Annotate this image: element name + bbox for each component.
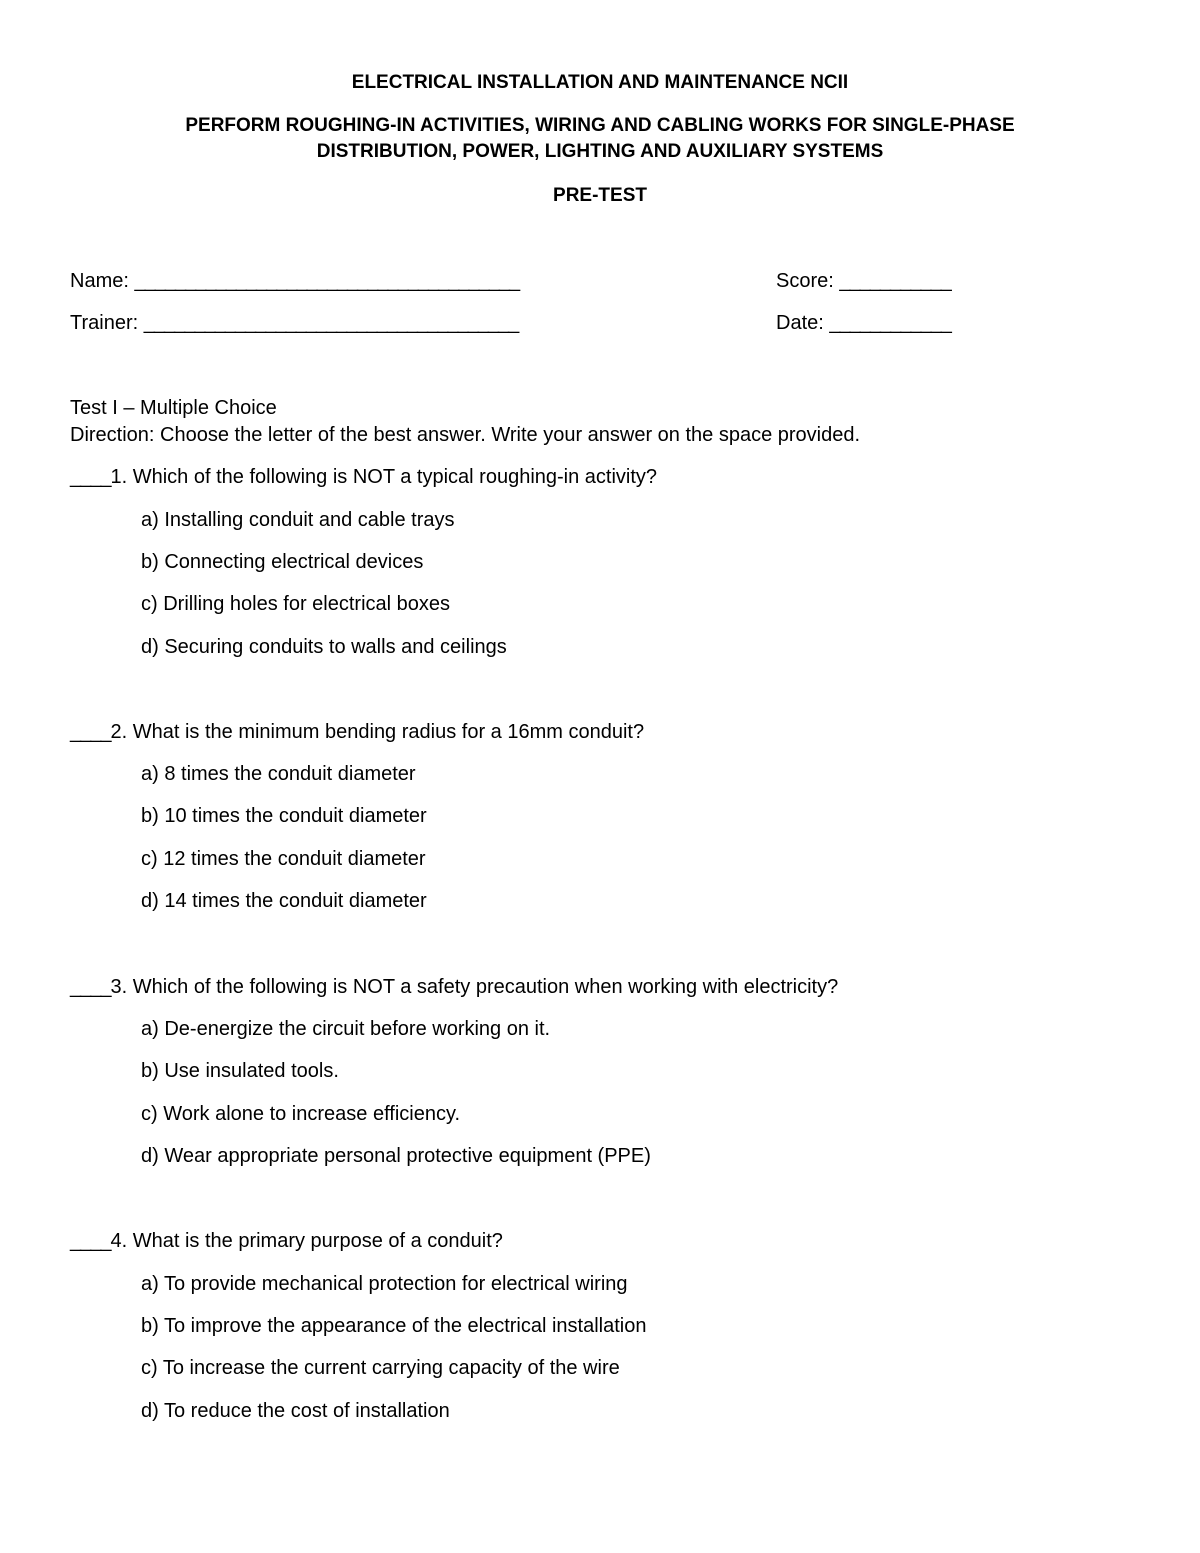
name-label: Name: [70, 270, 129, 292]
q4-choice-a: a) To provide mechanical protection for electrical wiring [141, 1273, 628, 1295]
q1-choice-d: d) Securing conduits to walls and ceilings [141, 636, 507, 658]
question-3-text: 3. Which of the following is NOT a safety precaution when working with electricity? [110, 976, 839, 998]
trainer-label: Trainer: [70, 312, 139, 334]
unit-title-line1: PERFORM ROUGHING-IN ACTIVITIES, WIRING AND CABLING WORKS FOR SINGLE-PHASE [185, 115, 1015, 136]
unit-title-line2: DISTRIBUTION, POWER, LIGHTING AND AUXILIARY SYSTEMS [316, 141, 884, 162]
score-blank[interactable]: ___________ [839, 270, 951, 292]
q2-choice-b: b) 10 times the conduit diameter [141, 805, 427, 827]
date-blank[interactable]: ____________ [829, 312, 951, 334]
test-type-title: PRE-TEST [553, 185, 647, 206]
question-2 [70, 719, 644, 745]
course-title: ELECTRICAL INSTALLATION AND MAINTENANCE NCII [351, 72, 849, 93]
score-label: Score: [776, 270, 834, 292]
answer-blank-2[interactable]: ____ [70, 721, 111, 743]
question-1-text: 1. Which of the following is NOT a typical roughing-in activity? [110, 466, 658, 488]
q2-choice-c: c) 12 times the conduit diameter [141, 848, 426, 870]
name-field[interactable] [70, 268, 519, 294]
q2-choice-a: a) 8 times the conduit diameter [141, 763, 416, 785]
trainer-field[interactable] [70, 310, 518, 336]
question-3 [70, 974, 838, 1000]
date-label: Date: [776, 312, 824, 334]
test-direction: Direction: Choose the letter of the best answer. Write your answer on the space provided. [70, 424, 861, 446]
score-field[interactable] [776, 268, 951, 294]
q3-choice-c: c) Work alone to increase efficiency. [141, 1103, 461, 1125]
answer-blank-4[interactable]: ____ [70, 1230, 111, 1252]
test-title: Test I – Multiple Choice [70, 397, 277, 419]
q1-choice-b: b) Connecting electrical devices [141, 551, 424, 573]
date-field[interactable] [776, 310, 951, 336]
q4-choice-d: d) To reduce the cost of installation [141, 1400, 450, 1422]
answer-blank-1[interactable]: ____ [70, 466, 111, 488]
q3-choice-b: b) Use insulated tools. [141, 1060, 339, 1082]
question-4-text: 4. What is the primary purpose of a conduit? [110, 1230, 503, 1252]
q1-choice-a: a) Installing conduit and cable trays [141, 509, 455, 531]
q2-choice-d: d) 14 times the conduit diameter [141, 890, 427, 912]
question-2-text: 2. What is the minimum bending radius for a 16mm conduit? [110, 721, 645, 743]
q4-choice-c: c) To increase the current carrying capacity of the wire [141, 1357, 620, 1379]
name-blank[interactable]: ______________________________________ [134, 270, 520, 292]
question-4 [70, 1228, 503, 1254]
q3-choice-a: a) De-energize the circuit before working on it. [141, 1018, 551, 1040]
q3-choice-d: d) Wear appropriate personal protective equipment (PPE) [141, 1145, 651, 1167]
question-1 [70, 464, 657, 490]
answer-blank-3[interactable]: ____ [70, 976, 111, 998]
trainer-blank[interactable]: _____________________________________ [143, 312, 519, 334]
q1-choice-c: c) Drilling holes for electrical boxes [141, 593, 451, 615]
q4-choice-b: b) To improve the appearance of the electrical installation [141, 1315, 647, 1337]
